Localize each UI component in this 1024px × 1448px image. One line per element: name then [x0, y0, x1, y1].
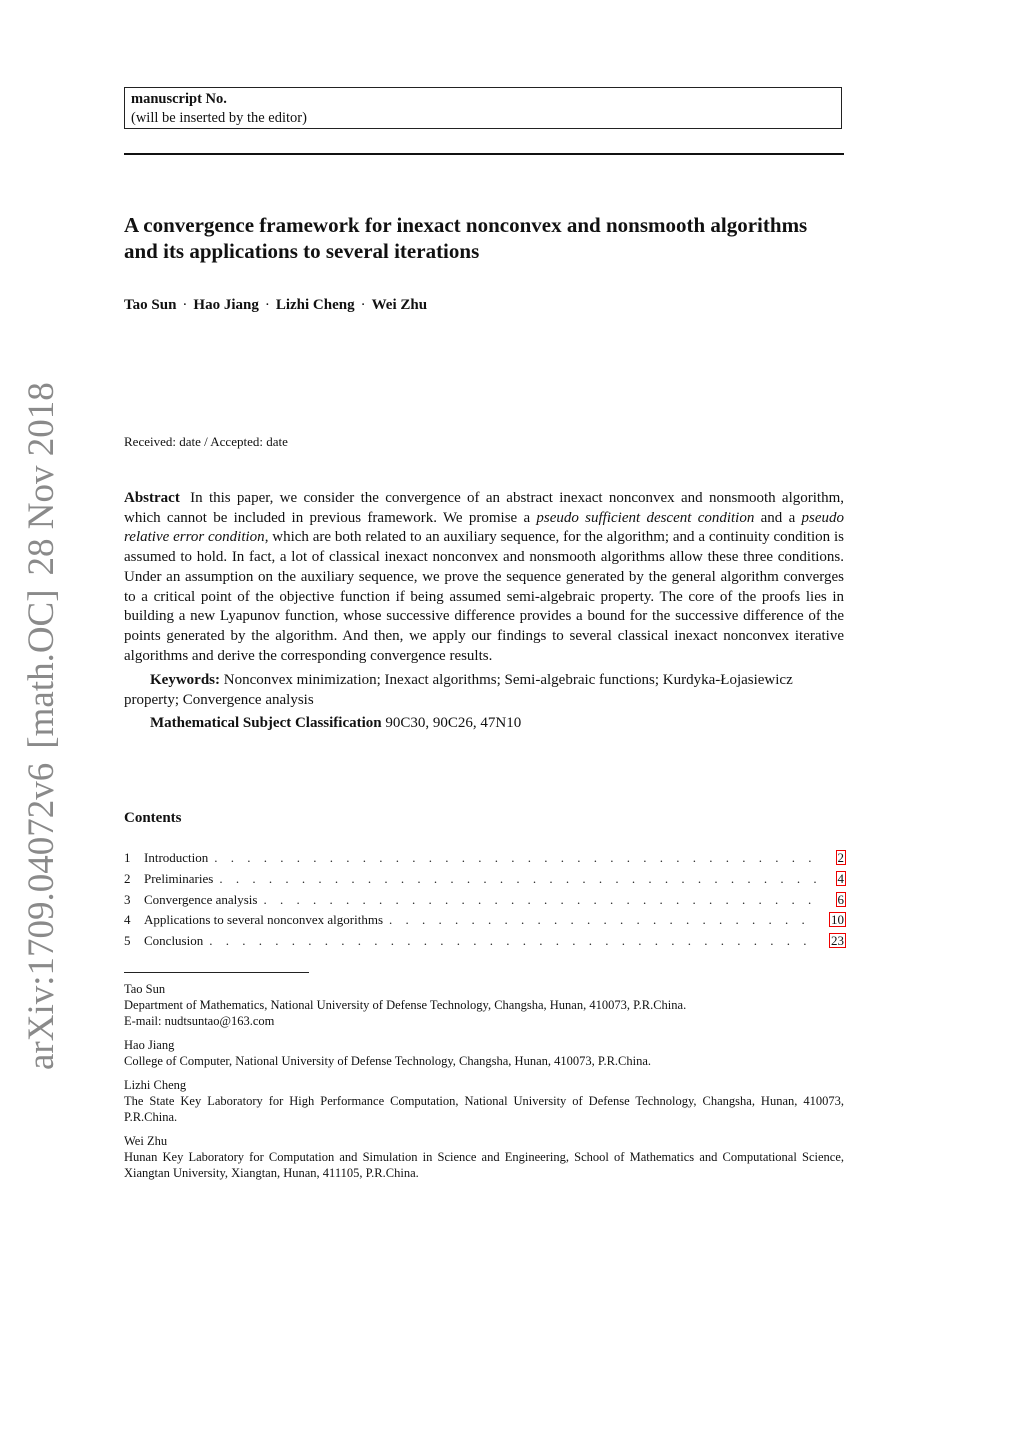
toc-number: 3 [124, 891, 131, 907]
abstract [124, 489, 844, 666]
author-separator: · [182, 297, 188, 313]
manuscript-title: manuscript No. [131, 91, 227, 107]
abstract-text-part1: In this paper, we consider the convergence of an abstract inexact nonconvex and nonsmooth algorithm, which cannot be included in previous framework. We promise a [124, 490, 845, 526]
toc-title[interactable]: Conclusion [144, 933, 204, 949]
toc-number: 1 [124, 850, 131, 865]
abstract-emphasis-2: pseudo relative error condition [124, 509, 845, 546]
affiliation-block [124, 1077, 844, 1125]
toc-leader-dots [214, 850, 823, 866]
author-name: Hao Jiang [193, 297, 259, 313]
arxiv-date: 28 Nov 2018 [21, 382, 62, 576]
affiliation-block [124, 1037, 844, 1069]
author-name: Lizhi Cheng [275, 297, 355, 313]
paper-title-line1: A convergence framework for inexact nonconvex and nonsmooth algorithms [124, 213, 808, 237]
affiliation-line: Hunan Key Laboratory for Computation and Simulation in Science and Engineering, School of Mathematics and Computational Science, Xiangtan University, Xiangtan, Hunan, 411105, P.R.China. [124, 1150, 844, 1180]
toc-leader-dots [219, 871, 823, 887]
subject-classification [150, 715, 521, 732]
affiliations [124, 981, 844, 1189]
msc-codes: 90C30, 90C26, 47N10 [385, 715, 522, 731]
toc-leader-dots [209, 933, 817, 949]
footnote-rule [124, 972, 309, 973]
arxiv-sidebar-stamp [20, 382, 70, 1070]
manuscript-box [124, 87, 842, 129]
toc-leader-dots [263, 892, 823, 908]
author-list [124, 297, 427, 314]
toc-page-link[interactable]: 4 [837, 870, 844, 886]
abstract-text-part2: and a [760, 509, 796, 526]
affiliation-author: Wei Zhu [124, 1134, 168, 1148]
affiliation-author: Lizhi Cheng [124, 1078, 187, 1092]
affiliation-author: Tao Sun [124, 982, 166, 996]
toc-page-link[interactable]: 2 [837, 850, 844, 865]
affiliation-block [124, 1133, 844, 1181]
contents-heading: Contents [124, 810, 182, 826]
toc-title[interactable]: Convergence analysis [144, 891, 258, 907]
keywords-label: Keywords: [150, 672, 220, 688]
author-separator: · [264, 297, 270, 313]
toc-page-link[interactable]: 6 [837, 891, 844, 907]
affiliation-block [124, 981, 844, 1029]
paper-title-line2: and its applications to several iterations [124, 239, 480, 263]
toc-number: 4 [124, 912, 131, 928]
keywords [124, 671, 844, 710]
arxiv-id: arXiv:1709.04072v6 [21, 762, 62, 1070]
arxiv-category: [math.OC] [21, 589, 62, 749]
msc-label: Mathematical Subject Classification [150, 715, 382, 731]
toc-number: 5 [124, 933, 131, 949]
author-separator: · [360, 297, 366, 313]
affiliation-email: E-mail: nudtsuntao@163.com [124, 1014, 275, 1028]
toc-entry[interactable] [124, 892, 846, 913]
keywords-text: Nonconvex minimization; Inexact algorithms; Semi-algebraic functions; Kurdyka-Łojasiewicz property; Convergence analysis [124, 672, 793, 708]
abstract-emphasis-1: pseudo sufficient descent condition [536, 509, 755, 526]
toc-title[interactable]: Applications to several nonconvex algorithms [144, 912, 384, 928]
abstract-label: Abstract [124, 490, 180, 506]
toc-entry[interactable] [124, 850, 846, 871]
toc-entry[interactable] [124, 933, 846, 954]
abstract-text-part3: , which are both related to an auxiliary sequence, for the algorithm; and a continuity condition is assumed to hold. In fact, a lot of classical inexact nonconvex and nonsmooth algorithms allow these three conditions. Under an assumption on the auxiliary sequence, we prove the sequence generated by the general algorithm converges to a critical point of the objective function if being assumed semi-algebraic property. The core of the proofs lies in building a new Lyapunov function, whose successive difference provides a bound for the successive difference of the points generated by the algorithm. And then, we apply our findings to several classical inexact nonconvex iterative algorithms and derive the corresponding convergence results. [124, 529, 844, 664]
toc-leader-dots [389, 912, 817, 928]
toc-page-link[interactable]: 10 [831, 912, 844, 928]
manuscript-note: (will be inserted by the editor) [131, 110, 307, 126]
received-date: Received: date / Accepted: date [124, 434, 288, 449]
toc-title[interactable]: Preliminaries [144, 870, 214, 886]
affiliation-line: The State Key Laboratory for High Performance Computation, National University of Defense Technology, Changsha, Hunan, 410073, P.R.China. [124, 1094, 844, 1124]
toc-number: 2 [124, 870, 131, 886]
affiliation-line: Department of Mathematics, National University of Defense Technology, Changsha, Hunan, 410073, P.R.China. [124, 998, 687, 1012]
author-name: Wei Zhu [371, 297, 428, 313]
toc-page-link[interactable]: 23 [831, 933, 844, 949]
paper-title [124, 212, 854, 264]
header-rule [124, 153, 844, 155]
toc-entry[interactable] [124, 871, 846, 892]
affiliation-line: College of Computer, National University of Defense Technology, Changsha, Hunan, 410073, P.R.China. [124, 1054, 652, 1068]
toc-entry[interactable] [124, 912, 846, 933]
affiliation-author: Hao Jiang [124, 1038, 175, 1052]
table-of-contents [124, 850, 846, 954]
author-name: Tao Sun [124, 297, 177, 313]
toc-title[interactable]: Introduction [144, 850, 209, 865]
